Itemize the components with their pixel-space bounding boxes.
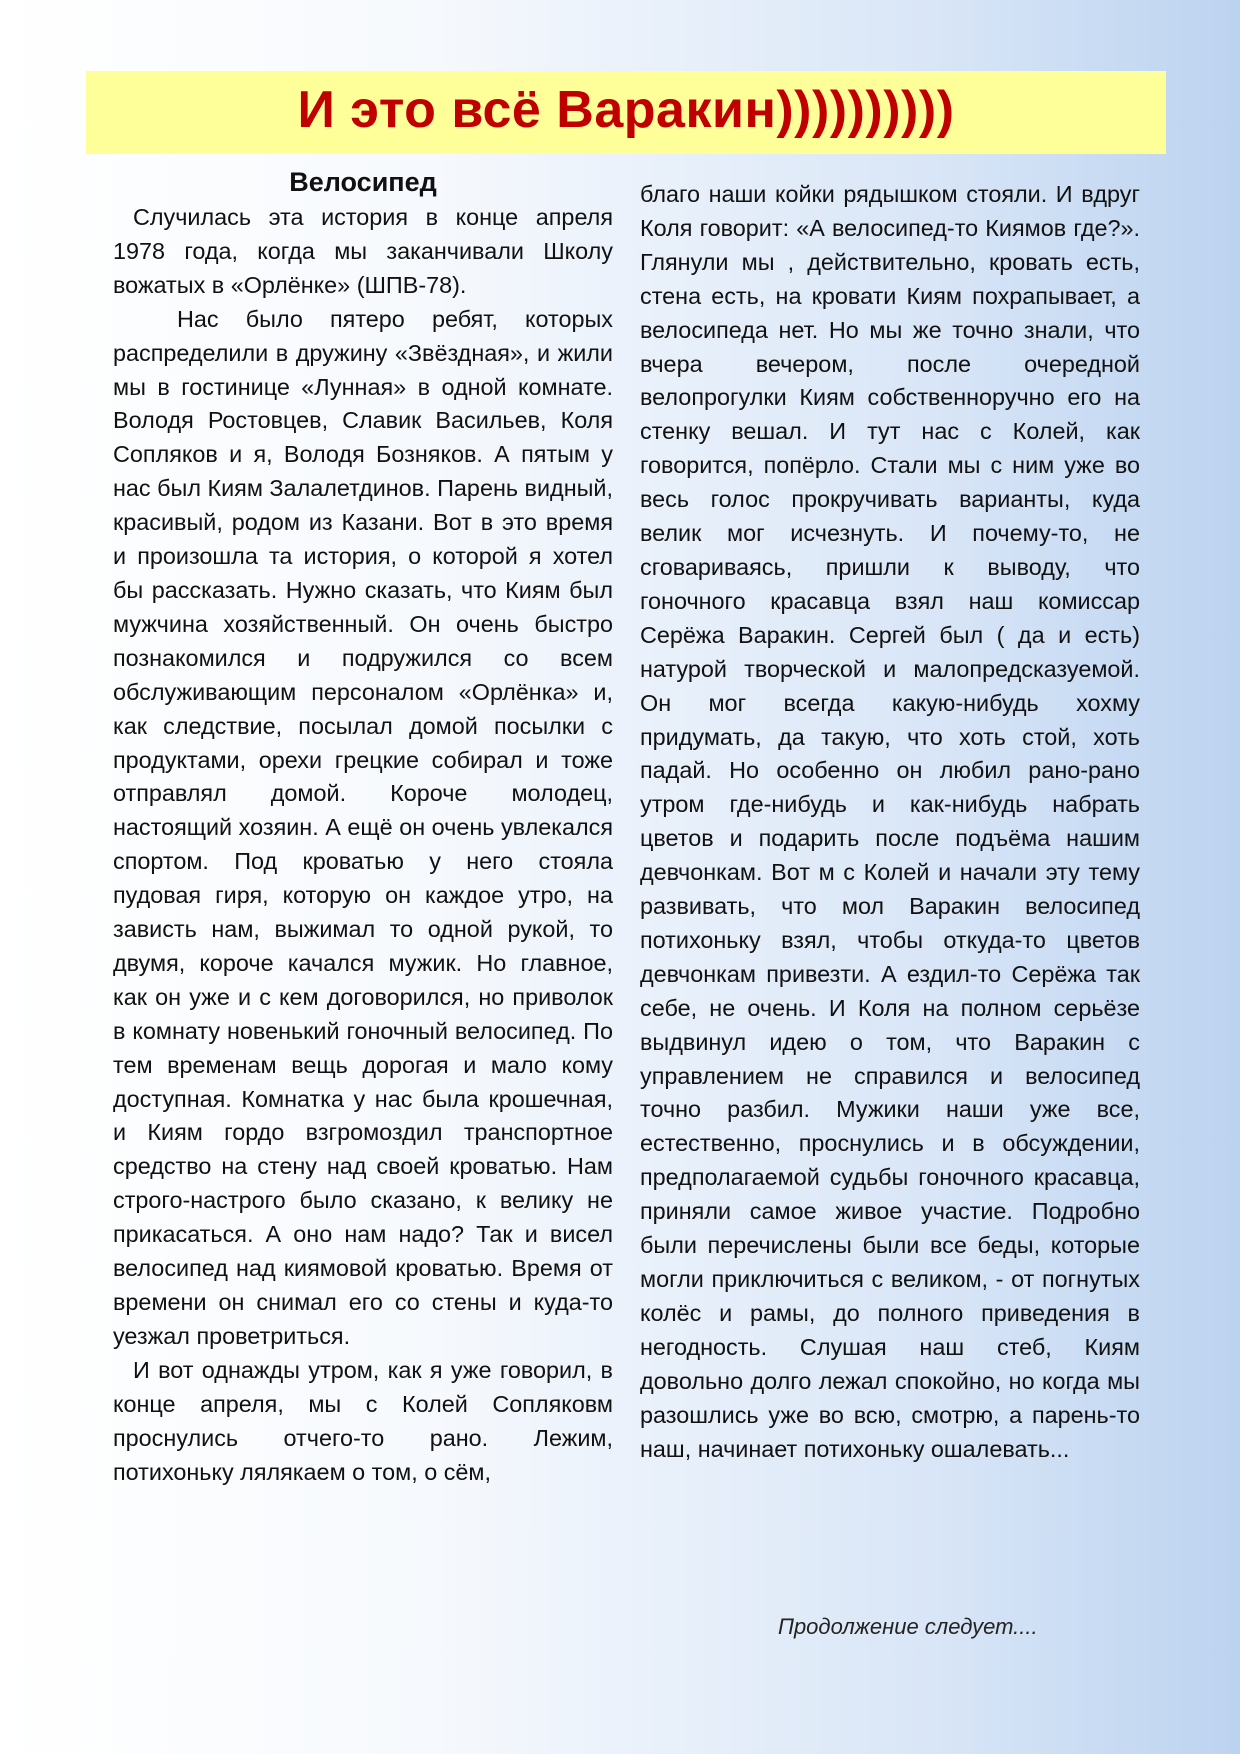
- page-title: И это всё Варакин)))))))))): [297, 81, 955, 139]
- paragraph: Случилась эта история в конце апреля 1978 года, когда мы заканчивали Школу вожатых в «Орлёнке» (ШПВ-78).: [113, 204, 613, 298]
- title-banner: [86, 71, 1166, 154]
- article-heading: Велосипед: [289, 167, 437, 197]
- paragraph: И вот однажды утром, как я уже говорил, в конце апреля, мы с Колей Сопляковм проснулись отчего-то рано. Лежим, потихоньку лялякаем о том, о сём,: [113, 1356, 613, 1485]
- article-column-right: [640, 178, 1140, 1466]
- paragraph: Нас было пятеро ребят, которых распределили в дружину «Звёздная», и жили мы в гостинице «Лунная» в одной комнате. Володя Ростовцев, Славик Васильев, Коля Сопляков и я, Володя Бозняков. А пятым у нас был Киям Залалетдинов. Парень видный, красивый, родом из Казани. Вот в это время и произошла та история, о которой я хотел бы рассказать. Нужно сказать, что Киям был мужчина хозяйственный. Он очень быстро познакомился и подружился со всем обслуживающим персоналом «Орлёнка» и, как следствие, посылал домой посылки с продуктами, орехи грецкие собирал и тоже отправлял домой. Короче молодец, настоящий хозяин. А ещё он очень увлекался спортом. Под кроватью у него стояла пудовая гиря, которую он каждое утро, на зависть нам, выжимал то одной рукой, то двумя, короче качался мужик. Но главное, как он уже и с кем договорился, но приволок в комнату новенький гоночный велосипед. По тем временам вещь дорогая и мало кому доступная. Комнатка у нас была крошечная, и Киям гордо взгромоздил транспортное средство на стену над своей кроватью. Нам строго-настрого было сказано, к велику не прикасаться. А оно нам надо? Так и висел велосипед над киямовой кроватью. Время от времени он снимал его со стены и куда-то уезжал проветриться.: [113, 305, 613, 1349]
- paragraph: благо наши койки рядышком стояли. И вдруг Коля говорит: «А велосипед-то Киямов где?». Глянули мы , действительно, кровать есть, стена есть, на кровати Киям похрапывает, а велосипеда нет. Но мы же точно знали, что вчера вечером, после очередной велопрогулки Киям собственноручно его на стенку вешал. И тут нас с Колей, как говорится, попёрло. Стали мы с ним уже во весь голос прокручивать варианты, куда велик мог исчезнуть. И почему-то, не сговариваясь, пришли к выводу, что гоночного красавца взял наш комиссар Серёжа Варакин. Сергей был ( да и есть) натурой творческой и малопредсказуемой. Он мог всегда какую-нибудь хохму придумать, да такую, что хоть стой, хоть падай. Но особенно он любил рано-рано утром где-нибудь и как-нибудь набрать цветов и подарить после подъёма нашим девчонкам. Вот м с Колей и начали эту тему развивать, что мол Варакин велосипед потихоньку взял, чтобы откуда-то цветов девчонкам привезти. А ездил-то Серёжа так себе, не очень. И Коля на полном серьёзе выдвинул идею о том, что Варакин с управлением не справился и велосипед точно разбил. Мужики наши уже все, естественно, проснулись и в обсуждении, предполагаемой судьбы гоночного красавца, приняли самое живое участие. Подробно были перечислены были все беды, которые могли приключиться с великом, - от погнутых колёс и рамы, до полного приведения в негодность. Слушая наш стеб, Киям довольно долго лежал спокойно, но когда мы разошлись уже во всю, смотрю, а парень-то наш, начинает потихоньку ошалевать...: [640, 181, 1140, 1462]
- article-column-left: [113, 163, 613, 1489]
- continued-note: Продолжение следует....: [778, 1614, 1038, 1639]
